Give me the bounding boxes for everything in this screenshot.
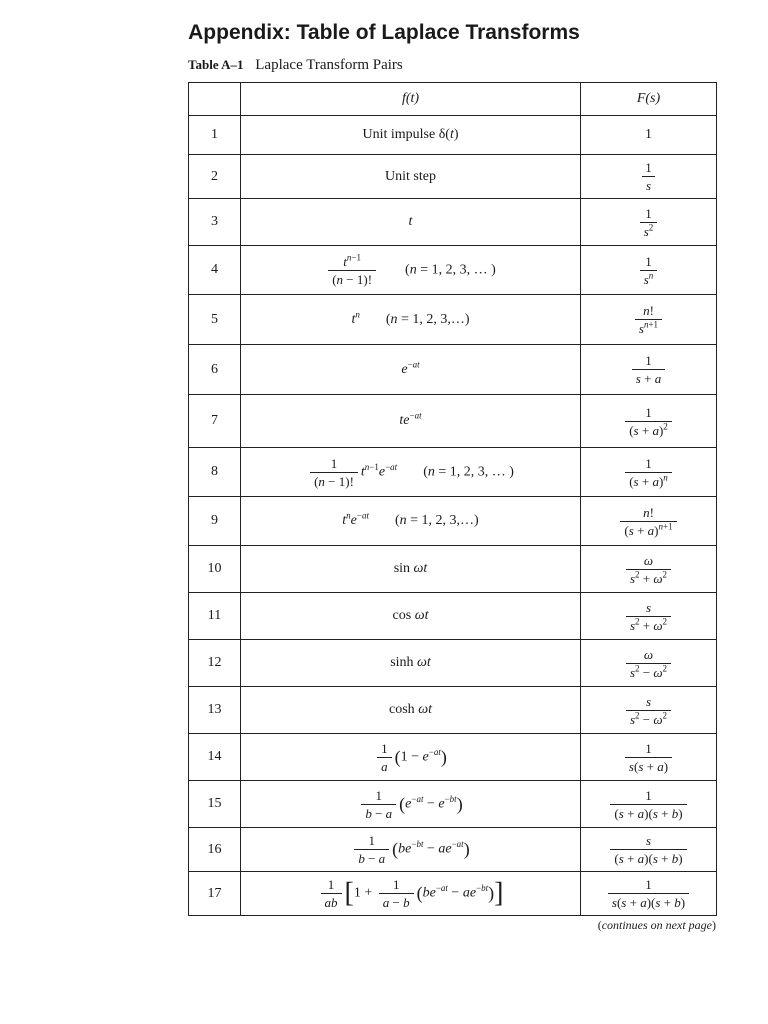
continuation-note: (continues on next page) xyxy=(597,918,716,932)
row-number: 15 xyxy=(189,781,241,828)
table-row xyxy=(189,448,717,497)
table-header-index xyxy=(189,83,241,116)
table-row xyxy=(189,546,717,593)
Fs-cell: $\frac{1}{s(s + a)}$ xyxy=(581,734,717,781)
ft-cell: cosh ωt xyxy=(241,687,581,734)
Fs-cell: $\frac{n!}{(s + a)^{n+1}}$ xyxy=(581,497,717,546)
ft-cell: $\frac{1}{(n - 1)!}$ $t^{n-1}e^{-at}$ (n = 1, 2, 3, … ) xyxy=(241,448,581,497)
ft-cell: $\frac{1}{ab}$ [1 + $\frac{1}{a - b}$ $(be^{-at} - ae^{-bt})$] xyxy=(241,872,581,916)
Fs-cell: $\frac{\omega}{s^2 - \omega^2}$ xyxy=(581,640,717,687)
table-row xyxy=(189,155,717,199)
row-number: 12 xyxy=(189,640,241,687)
Fs-cell: $\frac{1}{(s + a)^n}$ xyxy=(581,448,717,497)
Fs-cell: $\frac{1}{s^n}$ xyxy=(581,246,717,295)
table-row xyxy=(189,345,717,395)
Fs-cell: $\frac{1}{(s + a)(s + b)}$ xyxy=(581,781,717,828)
ft-cell: Unit impulse δ(t) xyxy=(241,116,581,155)
row-number: 4 xyxy=(189,246,241,295)
row-number: 11 xyxy=(189,593,241,640)
ft-cell: $t^n$ (n = 1, 2, 3,…) xyxy=(241,295,581,345)
Fs-cell: $\frac{1}{s^2}$ xyxy=(581,199,717,246)
page-title: Appendix: Table of Laplace Transforms xyxy=(188,21,580,44)
table-row xyxy=(189,781,717,828)
ft-cell: $\frac{t^{n-1}}{(n - 1)!}$ (n = 1, 2, 3, … ) xyxy=(241,246,581,295)
table-row xyxy=(189,497,717,546)
table-row xyxy=(189,828,717,872)
ft-cell: Unit step xyxy=(241,155,581,199)
Fs-cell: 1 xyxy=(581,116,717,155)
table-row xyxy=(189,872,717,916)
row-number: 9 xyxy=(189,497,241,546)
table-header-ft: f(t) xyxy=(241,83,581,116)
row-number: 8 xyxy=(189,448,241,497)
ft-cell: cos ωt xyxy=(241,593,581,640)
table-row xyxy=(189,116,717,155)
Fs-cell: $\frac{s}{(s + a)(s + b)}$ xyxy=(581,828,717,872)
table-row xyxy=(189,295,717,345)
row-number: 17 xyxy=(189,872,241,916)
row-number: 1 xyxy=(189,116,241,155)
Fs-cell: $\frac{1}{s + a}$ xyxy=(581,345,717,395)
Fs-cell: $\frac{n!}{s^{n+1}}$ xyxy=(581,295,717,345)
ft-cell: $\frac{1}{b - a}$ $(be^{-bt} - ae^{-at})$ xyxy=(241,828,581,872)
table-caption-title: Laplace Transform Pairs xyxy=(255,57,403,73)
Fs-cell: $\frac{\omega}{s^2 + \omega^2}$ xyxy=(581,546,717,593)
table-row xyxy=(189,734,717,781)
Fs-cell: $\frac{s}{s^2 + \omega^2}$ xyxy=(581,593,717,640)
table-header-row xyxy=(189,83,717,116)
row-number: 6 xyxy=(189,345,241,395)
Fs-cell: $\frac{s}{s^2 - \omega^2}$ xyxy=(581,687,717,734)
table-row xyxy=(189,199,717,246)
ft-cell: sin ωt xyxy=(241,546,581,593)
table-caption xyxy=(188,57,403,74)
ft-cell: $t^ne^{-at}$ (n = 1, 2, 3,…) xyxy=(241,497,581,546)
ft-cell: sinh ωt xyxy=(241,640,581,687)
table-row xyxy=(189,687,717,734)
row-number: 16 xyxy=(189,828,241,872)
table-row xyxy=(189,640,717,687)
row-number: 3 xyxy=(189,199,241,246)
Fs-cell: $\frac{1}{s}$ xyxy=(581,155,717,199)
table-row xyxy=(189,593,717,640)
continuation-note-text: continues on next page xyxy=(601,918,712,932)
ft-cell: $e^{-at}$ xyxy=(241,345,581,395)
ft-cell: $\frac{1}{a}$ $(1 - e^{-at})$ xyxy=(241,734,581,781)
ft-cell: $te^{-at}$ xyxy=(241,395,581,448)
table-row xyxy=(189,395,717,448)
row-number: 7 xyxy=(189,395,241,448)
table-header-Fs: F(s) xyxy=(581,83,717,116)
row-number: 13 xyxy=(189,687,241,734)
row-number: 10 xyxy=(189,546,241,593)
Fs-cell: $\frac{1}{(s + a)^2}$ xyxy=(581,395,717,448)
ft-cell: $\frac{1}{b - a}$ $(e^{-at} - e^{-bt})$ xyxy=(241,781,581,828)
ft-cell: t xyxy=(241,199,581,246)
row-number: 2 xyxy=(189,155,241,199)
table-caption-label: Table A–1 xyxy=(188,57,244,72)
row-number: 5 xyxy=(189,295,241,345)
laplace-transform-table xyxy=(188,82,717,916)
table-row xyxy=(189,246,717,295)
Fs-cell: $\frac{1}{s(s + a)(s + b)}$ xyxy=(581,872,717,916)
row-number: 14 xyxy=(189,734,241,781)
